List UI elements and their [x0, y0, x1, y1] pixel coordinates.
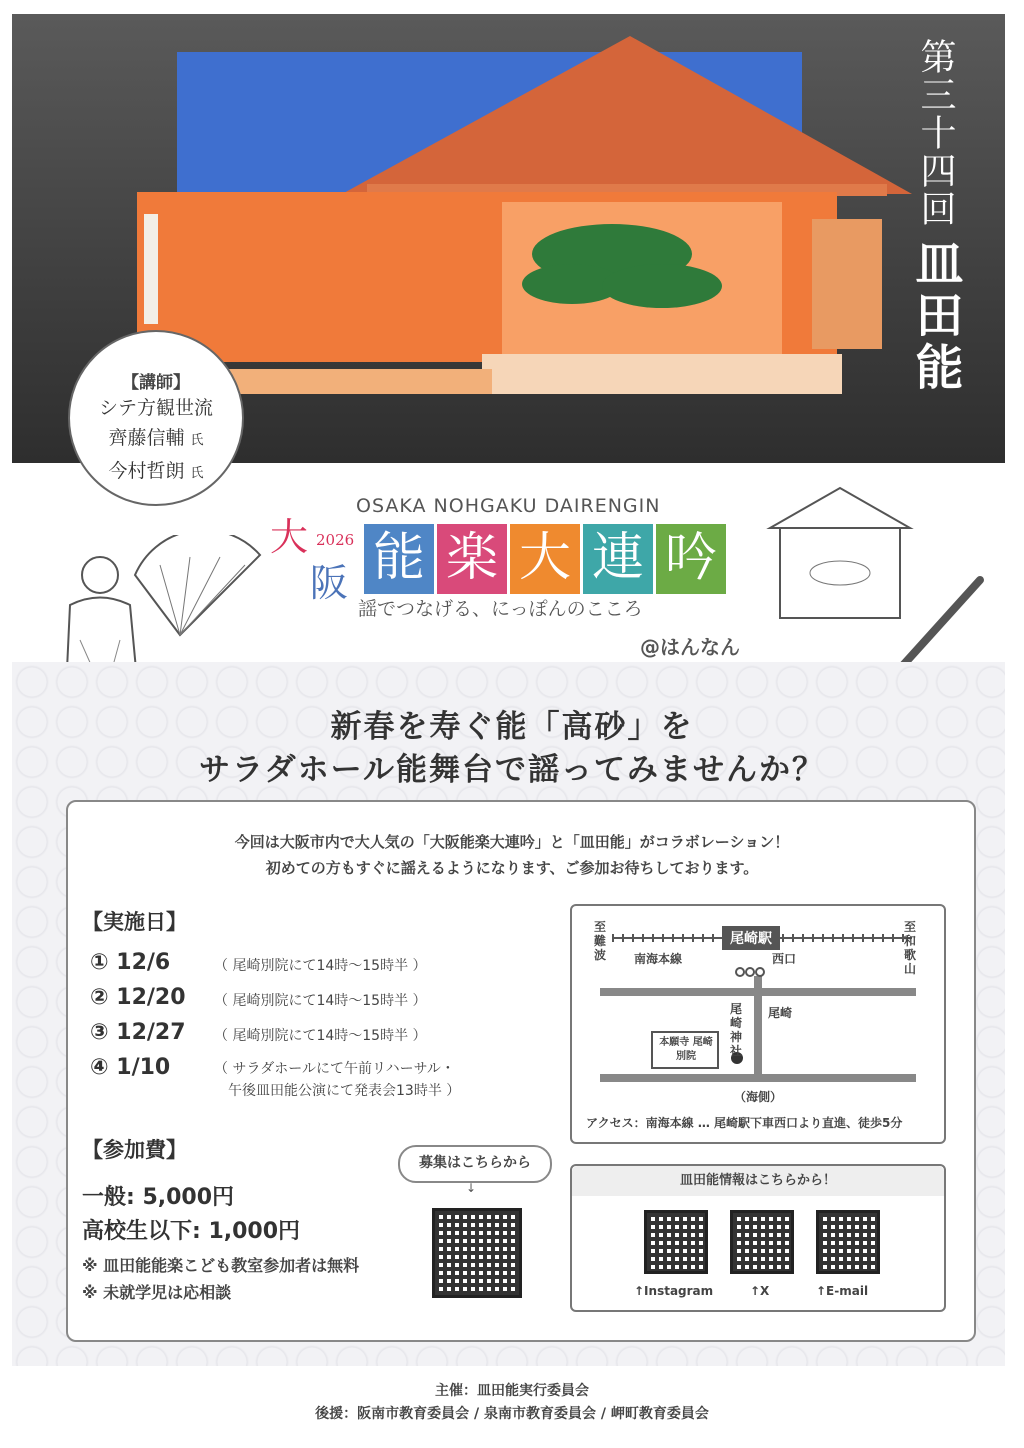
- instagram-qr-code[interactable]: [644, 1210, 708, 1274]
- map-exit: 西口: [772, 952, 797, 966]
- map-line-name: 南海本線: [634, 952, 683, 966]
- schedule-date-1: ① 12/6: [90, 950, 171, 975]
- instagram-label: ↑Instagram: [634, 1284, 714, 1298]
- edition-label: 第三十四回: [915, 38, 956, 228]
- x-qr-code[interactable]: [730, 1210, 794, 1274]
- fee-heading: 【参加費】: [82, 1138, 187, 1162]
- headline-line-2: サラダホール能舞台で謡ってみませんか？: [198, 752, 826, 788]
- instructor-heading: 【講師】: [122, 373, 190, 393]
- email-label: ↑E-mail: [816, 1284, 869, 1298]
- x-label: ↑X: [750, 1284, 770, 1298]
- logo-year: 2026: [316, 531, 355, 549]
- schedule-date-3: ③ 12/27: [90, 1020, 186, 1045]
- map-sea: （海側）: [734, 1090, 783, 1104]
- email-qr-code[interactable]: [816, 1210, 880, 1274]
- schedule-heading: 【実施日】: [82, 910, 187, 934]
- map-station: 尾崎駅: [722, 926, 780, 950]
- schedule-note-2: （ 尾崎別院にて14時～15時半 ）: [214, 993, 427, 1009]
- sns-info-title: 皿田能情報はこちらから！: [572, 1166, 944, 1196]
- fee-remark-2: ※ 未就学児は応相談: [82, 1283, 232, 1302]
- logo-tile-2: 楽: [437, 524, 507, 594]
- event-name: 皿田能: [907, 238, 963, 394]
- map-access: アクセス：南海本線 … 尾崎駅下車西口より直進、徒歩5分: [586, 1116, 903, 1130]
- supporters: 後援：阪南市教育委員会 / 泉南市教育委員会 / 岬町教育委員会: [315, 1406, 709, 1422]
- apply-qr-code[interactable]: [432, 1208, 522, 1298]
- logo-tile-4: 連: [583, 524, 653, 594]
- apply-label: 募集はこちらから: [398, 1145, 552, 1183]
- apply-arrow-icon: ↓: [466, 1181, 477, 1195]
- event-title: [905, 38, 965, 394]
- logo-tile-3: 大: [510, 524, 580, 594]
- fee-general: 一般: 5,000円: [82, 1185, 235, 1210]
- schedule-note-1: （ 尾崎別院にて14時～15時半 ）: [214, 958, 427, 974]
- schedule-note-4: （ サラダホールにて午前リハーサル・: [214, 1061, 455, 1077]
- fee-student: 高校生以下: 1,000円: [82, 1219, 301, 1244]
- instructor-name-2: 今村哲朗 氏: [108, 460, 204, 482]
- map-to-namba: 至難波: [594, 920, 607, 962]
- venue-label: @はんなん: [640, 635, 740, 659]
- instructor-name-1: 齊藤信輔 氏: [108, 427, 204, 449]
- logo-osaka-bottom: 阪: [310, 561, 349, 605]
- map-area: 尾崎: [768, 1006, 793, 1020]
- logo-osaka-top: 大: [270, 515, 309, 559]
- logo-tagline: 謡でつなげる、にっぽんのこころ: [358, 598, 643, 620]
- intro-line-1: 今回は大阪市内で大人気の「大阪能楽大連吟」と「皿田能」がコラボレーション！: [234, 833, 790, 851]
- schedule-note-3: （ 尾崎別院にて14時～15時半 ）: [214, 1028, 427, 1044]
- logo-tile-5: 吟: [656, 524, 726, 594]
- map-temple: 本願寺 尾崎別院: [659, 1037, 713, 1062]
- schedule-note-4b: 午後皿田能公演にて発表会13時半 ）: [228, 1083, 461, 1099]
- instructor-badge: [68, 330, 244, 506]
- instructor-school: シテ方観世流: [98, 397, 213, 419]
- map-shrine: 尾崎神社: [730, 1002, 743, 1058]
- logo-english: OSAKA NOHGAKU DAIRENGIN: [356, 495, 661, 517]
- map-to-wakayama: 至和歌山: [904, 920, 917, 976]
- access-map: [570, 904, 946, 1144]
- organizer: 主催：皿田能実行委員会: [435, 1383, 589, 1399]
- logo-tile-1: 能: [364, 524, 434, 594]
- headline-line-1: 新春を寿ぐ能「高砂」を: [330, 709, 694, 745]
- intro-line-2: 初めての方もすぐに謡えるようになります、ご参加お待ちしております。: [265, 859, 759, 877]
- sns-info-box: [570, 1164, 946, 1312]
- schedule-date-4: ④ 1/10: [90, 1055, 171, 1080]
- schedule-date-2: ② 12/20: [90, 985, 186, 1010]
- fee-remark-1: ※ 皿田能能楽こども教室参加者は無料: [82, 1256, 360, 1275]
